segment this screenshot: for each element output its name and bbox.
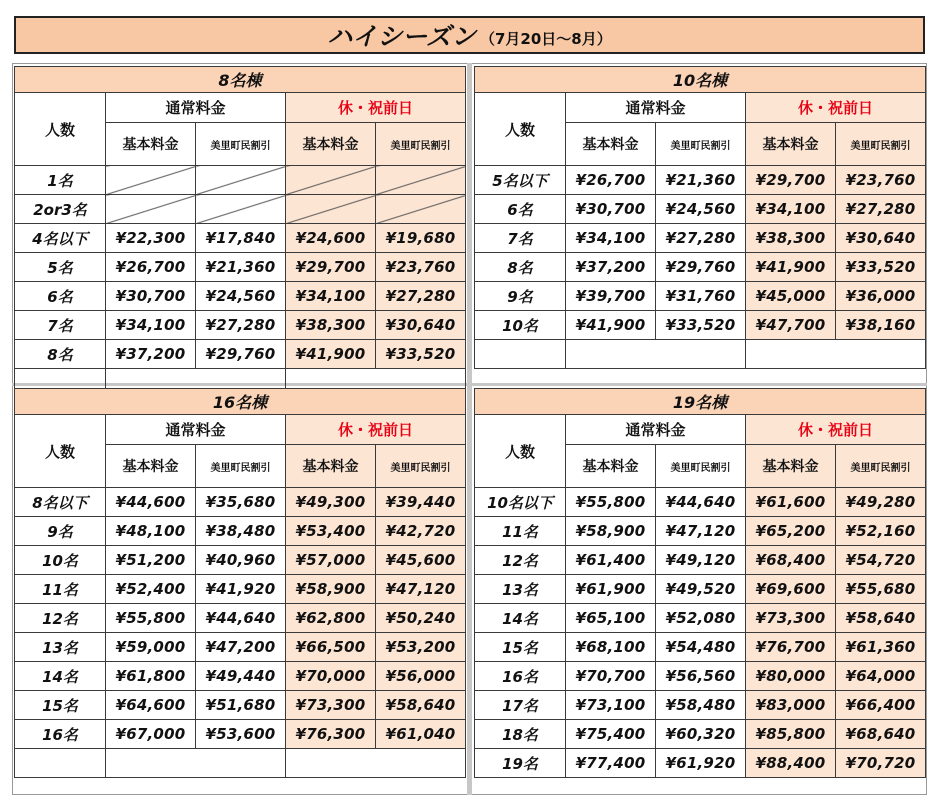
local-discount-label: 美里町民割引 (656, 445, 746, 488)
people-count: 10名 (475, 311, 566, 340)
title-main: ハイシーズン (327, 22, 476, 51)
table-row (475, 691, 926, 720)
table-row (15, 340, 466, 369)
normal-rate-header: 通常料金 (106, 415, 286, 445)
table-row (475, 662, 926, 691)
people-count: 1名 (15, 166, 106, 195)
price-cell: ¥44,640 (196, 604, 286, 633)
price-cell: ¥44,640 (656, 488, 746, 517)
price-cell: ¥38,480 (196, 517, 286, 546)
people-count: 14名 (15, 662, 106, 691)
price-cell: ¥48,100 (106, 517, 196, 546)
price-cell: ¥35,680 (196, 488, 286, 517)
people-header: 人数 (475, 415, 566, 488)
price-cell: ¥22,300 (106, 224, 196, 253)
holiday-basic-rate-label: 基本料金 (746, 123, 836, 166)
price-cell: ¥27,280 (196, 311, 286, 340)
building-name: 8名棟 (15, 67, 466, 93)
price-cell: ¥76,700 (746, 633, 836, 662)
price-cell: ¥34,100 (566, 224, 656, 253)
price-cell: ¥49,280 (836, 488, 926, 517)
holiday-local-discount-label: 美里町民割引 (376, 445, 466, 488)
price-cell: ¥51,680 (196, 691, 286, 720)
price-cell: ¥77,400 (566, 749, 656, 778)
local-discount-label: 美里町民割引 (196, 445, 286, 488)
empty-price-cell (106, 195, 196, 224)
price-cell: ¥38,300 (746, 224, 836, 253)
people-header: 人数 (15, 415, 106, 488)
empty-cell (566, 340, 746, 369)
price-cell: ¥17,840 (196, 224, 286, 253)
price-cell: ¥64,000 (836, 662, 926, 691)
price-cell: ¥30,700 (106, 282, 196, 311)
rate-table-16 (14, 388, 466, 778)
people-count: 8名以下 (15, 488, 106, 517)
table-row (475, 282, 926, 311)
table-row (475, 720, 926, 749)
people-count: 9名 (15, 517, 106, 546)
table-row (15, 282, 466, 311)
vertical-divider (467, 63, 472, 795)
price-cell: ¥34,100 (106, 311, 196, 340)
rate-table-19 (474, 388, 926, 778)
table-row (15, 517, 466, 546)
empty-price-cell (286, 166, 376, 195)
price-cell: ¥47,120 (656, 517, 746, 546)
people-count: 7名 (475, 224, 566, 253)
table-row (15, 166, 466, 195)
price-cell: ¥70,720 (836, 749, 926, 778)
table-row (15, 224, 466, 253)
price-cell: ¥52,080 (656, 604, 746, 633)
price-cell: ¥30,640 (376, 311, 466, 340)
normal-rate-header: 通常料金 (566, 93, 746, 123)
holiday-basic-rate-label: 基本料金 (746, 445, 836, 488)
price-cell: ¥61,400 (566, 546, 656, 575)
table-row (15, 691, 466, 720)
holiday-rate-header: 休・祝前日 (286, 415, 466, 445)
table-row (15, 720, 466, 749)
holiday-basic-rate-label: 基本料金 (286, 445, 376, 488)
price-cell: ¥41,900 (566, 311, 656, 340)
table-row (15, 633, 466, 662)
price-cell: ¥66,500 (286, 633, 376, 662)
price-cell: ¥26,700 (106, 253, 196, 282)
basic-rate-label: 基本料金 (566, 445, 656, 488)
price-cell: ¥65,200 (746, 517, 836, 546)
price-cell: ¥49,300 (286, 488, 376, 517)
people-count: 15名 (475, 633, 566, 662)
price-cell: ¥30,640 (836, 224, 926, 253)
price-cell: ¥80,000 (746, 662, 836, 691)
people-count: 8名 (475, 253, 566, 282)
holiday-local-discount-label: 美里町民割引 (836, 445, 926, 488)
price-cell: ¥47,120 (376, 575, 466, 604)
price-cell: ¥33,520 (656, 311, 746, 340)
people-header: 人数 (475, 93, 566, 166)
price-cell: ¥56,000 (376, 662, 466, 691)
table-row (475, 749, 926, 778)
price-cell: ¥27,280 (656, 224, 746, 253)
price-cell: ¥41,900 (286, 340, 376, 369)
table-row (475, 604, 926, 633)
price-cell: ¥26,700 (566, 166, 656, 195)
page-title (14, 16, 925, 54)
table-row (15, 749, 466, 778)
price-cell: ¥53,400 (286, 517, 376, 546)
price-cell: ¥75,400 (566, 720, 656, 749)
price-cell: ¥21,360 (656, 166, 746, 195)
table-row (475, 517, 926, 546)
people-count: 11名 (15, 575, 106, 604)
price-cell: ¥55,800 (566, 488, 656, 517)
price-cell: ¥58,900 (566, 517, 656, 546)
empty-cell (475, 340, 566, 369)
table-row (15, 604, 466, 633)
local-discount-label: 美里町民割引 (656, 123, 746, 166)
people-count: 8名 (15, 340, 106, 369)
people-count: 17名 (475, 691, 566, 720)
basic-rate-label: 基本料金 (106, 123, 196, 166)
price-cell: ¥65,100 (566, 604, 656, 633)
building-name: 19名棟 (475, 389, 926, 415)
holiday-rate-header: 休・祝前日 (746, 93, 926, 123)
price-cell: ¥44,600 (106, 488, 196, 517)
building-name: 16名棟 (15, 389, 466, 415)
table-row (15, 195, 466, 224)
empty-price-cell (376, 195, 466, 224)
price-cell: ¥33,520 (376, 340, 466, 369)
price-cell: ¥61,800 (106, 662, 196, 691)
table-row (15, 253, 466, 282)
empty-cell (15, 749, 106, 778)
people-count: 4名以下 (15, 224, 106, 253)
price-cell: ¥61,360 (836, 633, 926, 662)
holiday-basic-rate-label: 基本料金 (286, 123, 376, 166)
price-cell: ¥41,920 (196, 575, 286, 604)
price-cell: ¥45,000 (746, 282, 836, 311)
price-cell: ¥50,240 (376, 604, 466, 633)
price-cell: ¥68,100 (566, 633, 656, 662)
price-cell: ¥23,760 (836, 166, 926, 195)
price-cell: ¥73,300 (286, 691, 376, 720)
empty-cell (286, 749, 466, 778)
price-cell: ¥57,000 (286, 546, 376, 575)
empty-price-cell (106, 166, 196, 195)
people-count: 19名 (475, 749, 566, 778)
people-count: 7名 (15, 311, 106, 340)
price-cell: ¥60,320 (656, 720, 746, 749)
price-cell: ¥29,700 (746, 166, 836, 195)
price-cell: ¥88,400 (746, 749, 836, 778)
empty-price-cell (286, 195, 376, 224)
price-cell: ¥24,560 (196, 282, 286, 311)
price-cell: ¥27,280 (376, 282, 466, 311)
price-cell: ¥61,040 (376, 720, 466, 749)
table-row (475, 575, 926, 604)
price-cell: ¥37,200 (566, 253, 656, 282)
price-cell: ¥49,440 (196, 662, 286, 691)
price-cell: ¥70,700 (566, 662, 656, 691)
price-cell: ¥34,100 (746, 195, 836, 224)
holiday-rate-header: 休・祝前日 (746, 415, 926, 445)
people-count: 14名 (475, 604, 566, 633)
price-cell: ¥61,600 (746, 488, 836, 517)
price-cell: ¥62,800 (286, 604, 376, 633)
price-cell: ¥39,700 (566, 282, 656, 311)
table-row (475, 166, 926, 195)
price-cell: ¥34,100 (286, 282, 376, 311)
people-count: 10名 (15, 546, 106, 575)
empty-price-cell (196, 166, 286, 195)
price-cell: ¥55,680 (836, 575, 926, 604)
people-count: 12名 (475, 546, 566, 575)
people-count: 16名 (475, 662, 566, 691)
price-cell: ¥68,400 (746, 546, 836, 575)
price-cell: ¥56,560 (656, 662, 746, 691)
price-cell: ¥40,960 (196, 546, 286, 575)
price-cell: ¥73,100 (566, 691, 656, 720)
price-cell: ¥69,600 (746, 575, 836, 604)
price-cell: ¥55,800 (106, 604, 196, 633)
price-cell: ¥39,440 (376, 488, 466, 517)
people-count: 11名 (475, 517, 566, 546)
basic-rate-label: 基本料金 (566, 123, 656, 166)
price-cell: ¥38,160 (836, 311, 926, 340)
table-row (475, 311, 926, 340)
people-count: 5名以下 (475, 166, 566, 195)
price-cell: ¥67,000 (106, 720, 196, 749)
price-cell: ¥52,400 (106, 575, 196, 604)
price-cell: ¥33,520 (836, 253, 926, 282)
building-name: 10名棟 (475, 67, 926, 93)
table-row (15, 311, 466, 340)
people-count: 2or3名 (15, 195, 106, 224)
empty-price-cell (196, 195, 286, 224)
holiday-local-discount-label: 美里町民割引 (376, 123, 466, 166)
local-discount-label: 美里町民割引 (196, 123, 286, 166)
price-cell: ¥68,640 (836, 720, 926, 749)
empty-price-cell (376, 166, 466, 195)
people-count: 15名 (15, 691, 106, 720)
price-cell: ¥30,700 (566, 195, 656, 224)
empty-cell (746, 340, 926, 369)
price-cell: ¥58,900 (286, 575, 376, 604)
price-cell: ¥51,200 (106, 546, 196, 575)
table-row (475, 546, 926, 575)
people-count: 18名 (475, 720, 566, 749)
table-row (475, 253, 926, 282)
price-cell: ¥61,920 (656, 749, 746, 778)
price-cell: ¥54,720 (836, 546, 926, 575)
price-cell: ¥45,600 (376, 546, 466, 575)
normal-rate-header: 通常料金 (566, 415, 746, 445)
price-cell: ¥85,800 (746, 720, 836, 749)
price-cell: ¥58,640 (836, 604, 926, 633)
price-cell: ¥36,000 (836, 282, 926, 311)
price-cell: ¥29,760 (196, 340, 286, 369)
empty-cell (106, 749, 286, 778)
price-cell: ¥52,160 (836, 517, 926, 546)
price-cell: ¥58,480 (656, 691, 746, 720)
price-cell: ¥27,280 (836, 195, 926, 224)
price-cell: ¥19,680 (376, 224, 466, 253)
people-count: 5名 (15, 253, 106, 282)
price-cell: ¥29,700 (286, 253, 376, 282)
normal-rate-header: 通常料金 (106, 93, 286, 123)
price-cell: ¥24,600 (286, 224, 376, 253)
people-count: 12名 (15, 604, 106, 633)
table-row (475, 633, 926, 662)
price-cell: ¥41,900 (746, 253, 836, 282)
people-count: 9名 (475, 282, 566, 311)
price-cell: ¥61,900 (566, 575, 656, 604)
price-cell: ¥53,200 (376, 633, 466, 662)
price-cell: ¥29,760 (656, 253, 746, 282)
rate-table-10 (474, 66, 926, 369)
people-header: 人数 (15, 93, 106, 166)
holiday-local-discount-label: 美里町民割引 (836, 123, 926, 166)
price-cell: ¥64,600 (106, 691, 196, 720)
table-row (475, 340, 926, 369)
basic-rate-label: 基本料金 (106, 445, 196, 488)
price-cell: ¥70,000 (286, 662, 376, 691)
price-cell: ¥31,760 (656, 282, 746, 311)
price-cell: ¥23,760 (376, 253, 466, 282)
price-cell: ¥47,200 (196, 633, 286, 662)
table-row (15, 662, 466, 691)
rate-table-8 (14, 66, 466, 398)
table-row (475, 488, 926, 517)
price-cell: ¥37,200 (106, 340, 196, 369)
people-count: 13名 (475, 575, 566, 604)
holiday-rate-header: 休・祝前日 (286, 93, 466, 123)
price-cell: ¥42,720 (376, 517, 466, 546)
price-cell: ¥58,640 (376, 691, 466, 720)
people-count: 16名 (15, 720, 106, 749)
price-cell: ¥21,360 (196, 253, 286, 282)
table-row (475, 224, 926, 253)
title-sub: （7月20日～8月） (480, 29, 612, 48)
price-cell: ¥38,300 (286, 311, 376, 340)
price-cell: ¥83,000 (746, 691, 836, 720)
people-count: 6名 (15, 282, 106, 311)
price-cell: ¥66,400 (836, 691, 926, 720)
price-cell: ¥54,480 (656, 633, 746, 662)
people-count: 13名 (15, 633, 106, 662)
price-cell: ¥76,300 (286, 720, 376, 749)
price-cell: ¥49,520 (656, 575, 746, 604)
price-cell: ¥24,560 (656, 195, 746, 224)
price-cell: ¥59,000 (106, 633, 196, 662)
price-cell: ¥47,700 (746, 311, 836, 340)
people-count: 6名 (475, 195, 566, 224)
people-count: 10名以下 (475, 488, 566, 517)
table-row (15, 575, 466, 604)
table-row (475, 195, 926, 224)
table-row (15, 488, 466, 517)
price-cell: ¥53,600 (196, 720, 286, 749)
table-row (15, 546, 466, 575)
price-cell: ¥49,120 (656, 546, 746, 575)
price-cell: ¥73,300 (746, 604, 836, 633)
